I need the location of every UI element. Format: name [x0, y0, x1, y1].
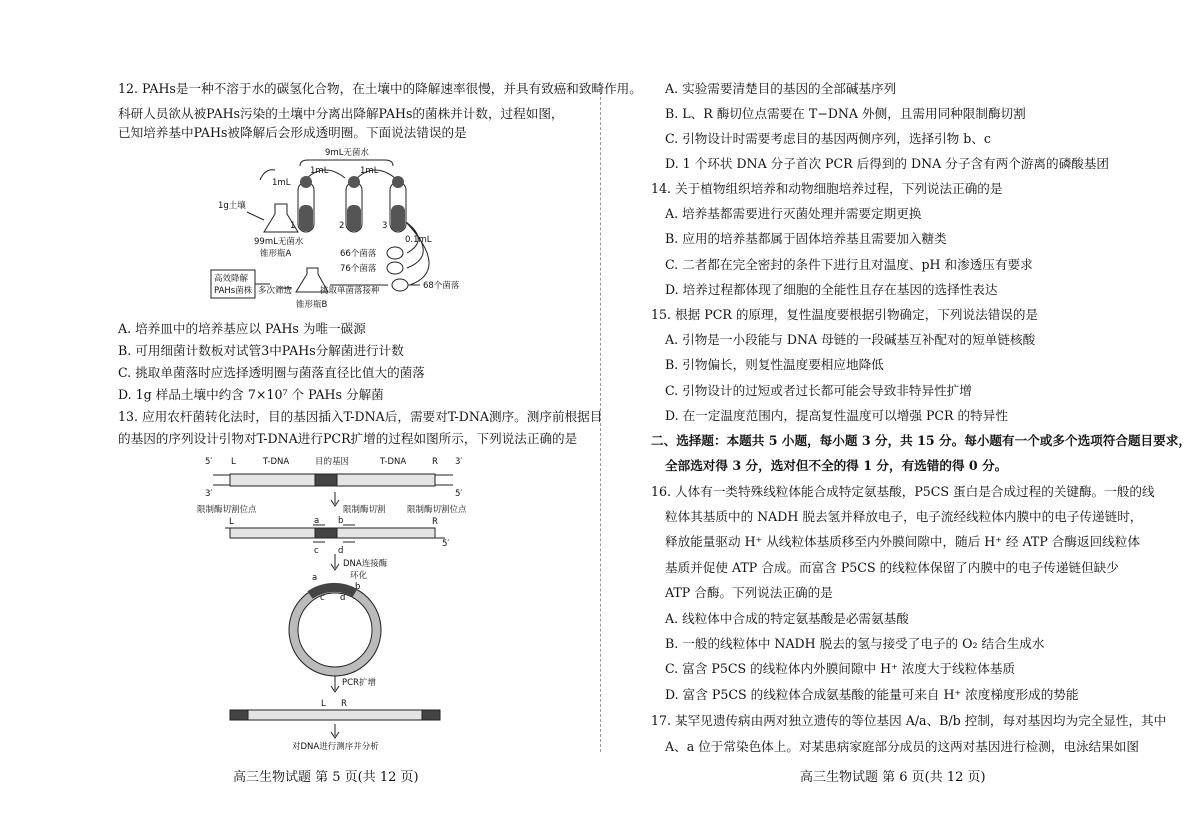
label-1ml-a: 1mL — [272, 178, 291, 188]
q12-stem-line-3: 已知培养基中PAHs被降解后会形成透明圈。下面说法错误的是 — [118, 125, 467, 140]
q14-option-a: A. 培养基都需要进行灭菌处理并需要定期更换 — [665, 206, 922, 221]
label-b-1: b — [338, 516, 344, 526]
q13-option-d: D. 1 个环状 DNA 分子首次 PCR 后得到的 DNA 分子含有两个游离的磷酸基团 — [665, 156, 1109, 171]
q12-option-a: A. 培养皿中的培养基应以 PAHs 为唯一碳源 — [118, 321, 366, 336]
label-cut: 限制酶切割 — [343, 505, 386, 515]
q15-stem: 15. 根据 PCR 的原理，复性温度要根据引物确定，下列说法错误的是 — [651, 307, 1039, 322]
label-b-2: b — [355, 582, 361, 592]
q13-option-a: A. 实验需要清楚目的基因的全部碱基序列 — [665, 81, 897, 96]
q14-stem: 14. 关于植物组织培养和动物细胞培养过程，下列说法正确的是 — [651, 181, 1003, 196]
label-multi-screen: 多次筛选 — [258, 286, 293, 296]
label-1ml-b: 1mL — [310, 166, 329, 176]
label-site-right: 限制酶切割位点 — [407, 505, 467, 515]
label-sequence: 对DNA进行测序并分析 — [292, 742, 379, 752]
q16-stem-line-2: 粒体其基质中的 NADH 脱去氢并释放电子，电子流经线粒体内膜中的电子传递链时， — [665, 509, 1143, 524]
q12-option-b: B. 可用细菌计数板对试管3中PAHs分解菌进行计数 — [118, 343, 404, 358]
label-L-2: L — [229, 517, 234, 527]
q12-option-d: D. 1g 样品土壤中约含 7×10⁷ 个 PAHs 分解菌 — [118, 387, 384, 402]
q13-option-c: C. 引物设计时需要考虑目的基因两侧序列，选择引物 b、c — [665, 131, 991, 146]
label-R-1: R — [432, 457, 438, 467]
label-box-line-1: 高效降解 — [214, 274, 249, 284]
q12-stem-line-1: 12. PAHs是一种不溶于水的碳氢化合物，在土壤中的降解速率很慢，并具有致癌和致畸作用。 — [118, 81, 642, 96]
label-3p-a: 3′ — [455, 457, 463, 467]
q17-stem-line-2: A、a 位于常染色体上。对某患病家庭部分成员的这两对基因进行检测，电泳结果如图 — [665, 739, 1139, 754]
q12-isolation-diagram — [200, 140, 480, 315]
label-flask-b: 锥形瓶B — [296, 300, 328, 310]
q16-stem-line-5: ATP 合酶。下列说法正确的是 — [665, 585, 833, 600]
q12-option-c: C. 挑取单菌落时应选择透明圈与菌落直径比值大的菌落 — [118, 365, 425, 380]
q16-option-c: C. 富含 P5CS 的线粒体内外膜间隙中 H⁺ 浓度大于线粒体基质 — [665, 661, 1016, 676]
q13-pcr-diagram — [195, 450, 480, 755]
q13-option-b: B. L、R 酶切位点需要在 T−DNA 外侧，且需用同种限制酶切割 — [665, 106, 1026, 121]
label-ligase: DNA连接酶 — [343, 559, 388, 569]
label-tube-1: 1 — [290, 221, 296, 231]
q15-option-a: A. 引物是一小段能与 DNA 母链的一段碱基互补配对的短单链核酸 — [665, 332, 1036, 347]
q13-stem-line-2: 的基因的序列设计引物对T-DNA进行PCR扩增的过程如图所示，下列说法正确的是 — [118, 431, 578, 446]
label-tube-2: 2 — [339, 221, 345, 231]
q15-option-d: D. 在一定温度范围内，提高复性温度可以增强 PCR 的特异性 — [665, 408, 1008, 423]
label-circularize: 环化 — [350, 571, 368, 581]
right-page-footer: 高三生物试题 第 6 页(共 12 页) — [800, 770, 986, 785]
label-site-left: 限制酶切割位点 — [197, 505, 257, 515]
label-01ml: 0.1mL — [405, 235, 432, 245]
q14-option-d: D. 培养过程都体现了细胞的全能性且存在基因的选择性表达 — [665, 282, 998, 297]
label-d-2: d — [340, 593, 346, 603]
q16-stem-line-3: 释放能量驱动 H⁺ 从线粒体基质移至内外膜间隙中，随后 H⁺ 经 ATP 合酶返回线粒体 — [665, 534, 1140, 549]
label-L-1: L — [231, 457, 236, 467]
q16-option-d: D. 富含 P5CS 的线粒体合成氨基酸的能量可来自 H⁺ 浓度梯度形成的势能 — [665, 687, 1079, 702]
label-tdna-1: T-DNA — [263, 457, 290, 467]
q16-stem-line-1: 16. 人体有一类特殊线粒体能合成特定氨基酸，P5CS 蛋白是合成过程的关键酶。一般的线 — [651, 484, 1155, 499]
q16-option-b: B. 一般的线粒体中 NADH 脱去的氢与接受了电子的 O₂ 结合生成水 — [665, 636, 1045, 651]
q14-option-b: B. 应用的培养基都属于固体培养基且需要加入糖类 — [665, 231, 947, 246]
label-5p-c: 5′ — [442, 539, 450, 549]
label-target-gene: 目的基因 — [315, 457, 350, 467]
right-page — [603, 0, 1200, 836]
label-c-1: c — [314, 546, 319, 556]
label-box-line-2: PAHs菌株 — [214, 286, 253, 296]
label-R-2: R — [432, 517, 438, 527]
label-c-2: c — [320, 593, 325, 603]
label-L-3: L — [321, 699, 326, 709]
label-76-colonies: 76个菌落 — [340, 264, 377, 274]
label-flask-a: 锥形瓶A — [260, 249, 292, 259]
label-a-1: a — [314, 516, 320, 526]
section-2-heading-line-2: 全部选对得 3 分，选对但不全的得 1 分，有选错的得 0 分。 — [665, 458, 1008, 473]
label-soil: 1g土壤 — [218, 201, 246, 211]
q12-stem-line-2: 科研人员欲从被PAHs污染的土壤中分离出降解PAHs的菌株并计数，过程如图， — [118, 106, 564, 121]
label-66-colonies: 66个菌落 — [340, 249, 377, 259]
label-flask-a-water: 99mL无菌水 — [254, 237, 304, 247]
q16-option-a: A. 线粒体中合成的特定氨基酸是必需氨基酸 — [665, 611, 909, 626]
label-3p-b: 3′ — [205, 489, 213, 499]
label-pick-colony: 挑取单菌落接种 — [320, 286, 380, 296]
q17-stem-line-1: 17. 某罕见遗传病由两对独立遗传的等位基因 A/a、B/b 控制，每对基因均为完全显性，其中 — [651, 713, 1167, 728]
label-1ml-c: 1mL — [360, 166, 379, 176]
q15-option-b: B. 引物偏长，则复性温度要相应地降低 — [665, 357, 884, 372]
q14-option-c: C. 二者都在完全密封的条件下进行且对温度、pH 和渗透压有要求 — [665, 257, 1033, 272]
label-d-1: d — [338, 546, 344, 556]
label-a-2: a — [312, 573, 318, 583]
q13-stem-line-1: 13. 应用农杆菌转化法时，目的基因插入T-DNA后，需要对T-DNA测序。测序前根据目 — [118, 409, 603, 424]
section-2-heading-line-1: 二、选择题：本题共 5 小题，每小题 3 分，共 15 分。每小题有一个或多个选项符合题目要求， — [651, 433, 1191, 448]
label-R-3: R — [341, 699, 347, 709]
q15-option-c: C. 引物设计的过短或者过长都可能会导致非特异性扩增 — [665, 383, 972, 398]
label-tube-3: 3 — [382, 221, 388, 231]
label-pcr: PCR扩增 — [342, 678, 376, 688]
left-page-footer: 高三生物试题 第 5 页(共 12 页) — [233, 770, 419, 785]
label-5p-a: 5′ — [205, 457, 213, 467]
label-68-colonies: 68个菌落 — [423, 281, 460, 291]
label-tdna-2: T-DNA — [380, 457, 407, 467]
q16-stem-line-4: 基质并促使 ATP 合成。而富含 P5CS 的线粒体保留了内膜中的电子传递链但缺少 — [665, 560, 1119, 575]
label-5p-b: 5′ — [455, 489, 463, 499]
label-9ml-water: 9mL无菌水 — [325, 148, 369, 158]
